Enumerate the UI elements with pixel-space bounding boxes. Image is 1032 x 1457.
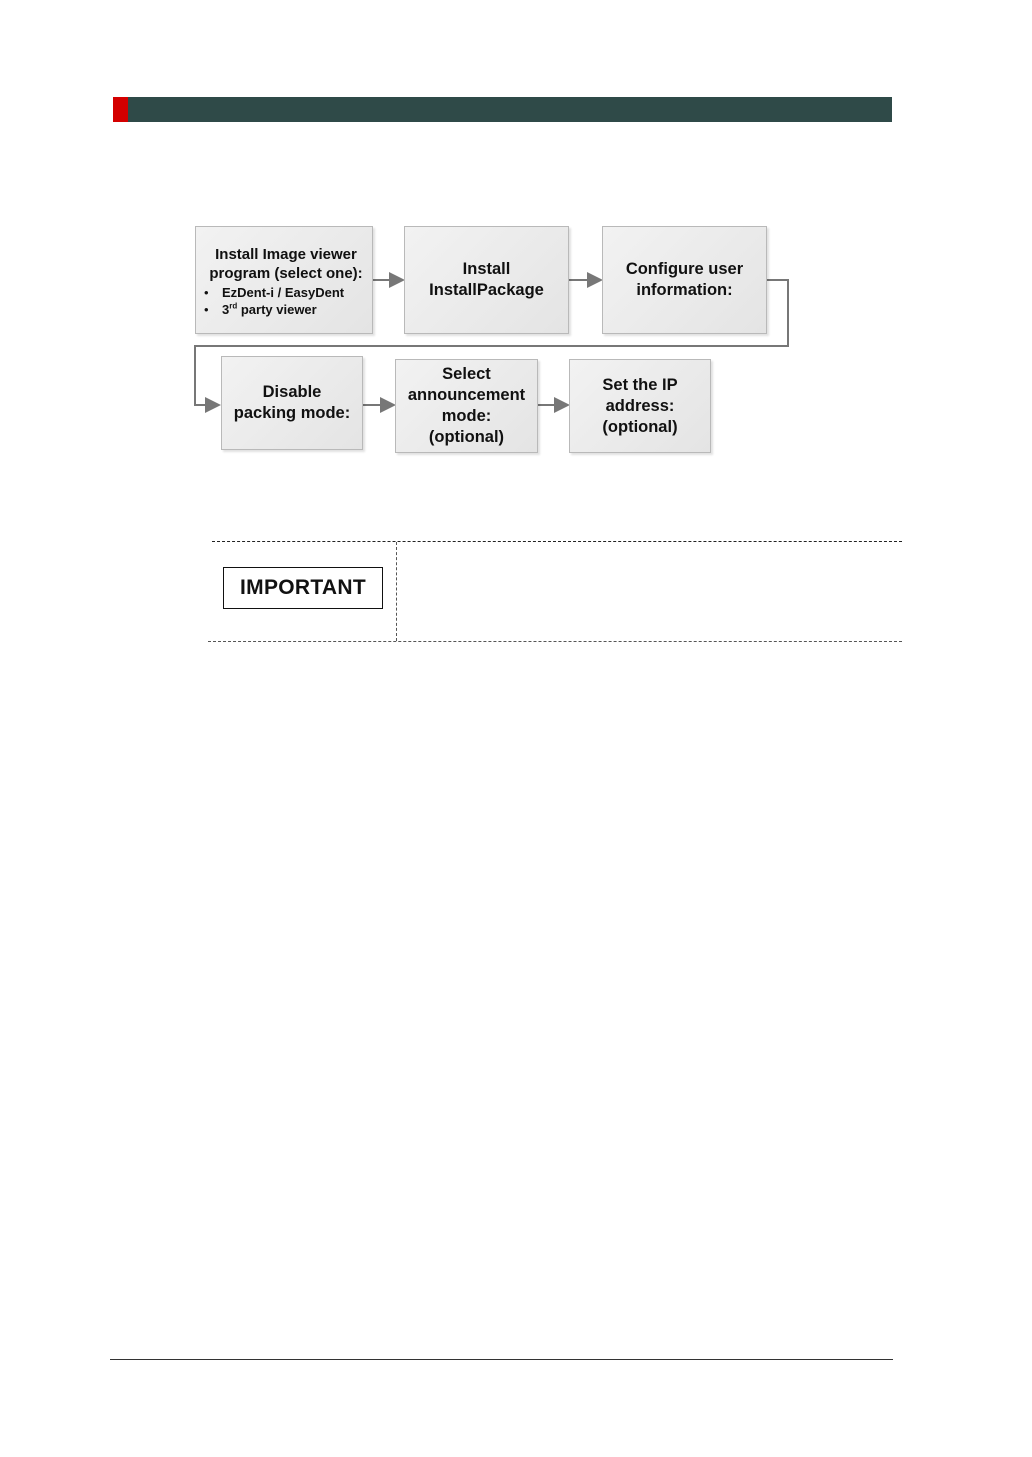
step-install-package (404, 226, 569, 334)
step-text-line: Disable (262, 383, 322, 401)
step-text-line: mode: (441, 407, 492, 425)
notice-top-border (212, 541, 902, 542)
viewer-options (204, 284, 368, 318)
step-text-line: InstallPackage (429, 281, 544, 299)
important-label: IMPORTANT (223, 567, 383, 609)
notice-bottom-border (208, 641, 902, 642)
step-text-line: Set the IP (602, 375, 678, 394)
step-install-image-viewer (195, 226, 373, 334)
step-text-line: (optional) (602, 417, 678, 436)
installation-flowchart (0, 0, 1032, 520)
step-text-line: (optional) (428, 428, 505, 446)
step-text-line: announcement (407, 386, 526, 404)
step-text-line: Install (462, 260, 511, 278)
step-select-announcement-mode (395, 359, 538, 453)
step-text-line: packing mode: (233, 404, 351, 422)
step-text-line: Configure user (625, 260, 744, 278)
viewer-option: • 3rd party viewer (204, 301, 368, 318)
step-text-line: address: (605, 396, 675, 415)
viewer-option: • EzDent-i / EasyDent (204, 284, 368, 301)
footer-rule (110, 1359, 893, 1360)
step-configure-user (602, 226, 767, 334)
step-text-line: Select (442, 365, 491, 383)
notice-divider (396, 542, 397, 641)
step-set-ip-address (569, 359, 711, 453)
step-text-line: information: (636, 281, 733, 299)
step-disable-packing-mode (221, 356, 363, 450)
step-title: Install Image viewer program (select one): (209, 246, 363, 282)
